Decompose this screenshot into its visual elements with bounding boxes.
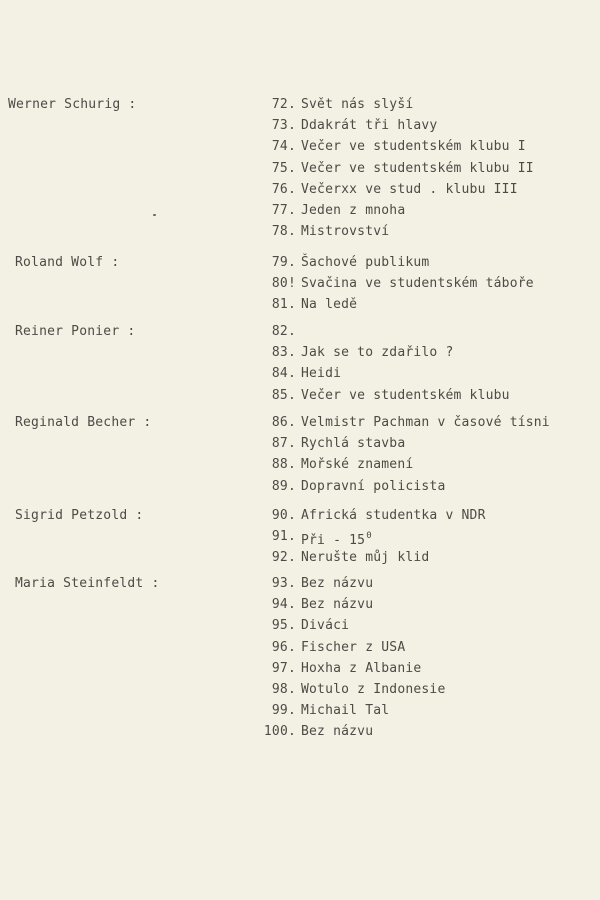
author-name: Maria Steinfeldt : — [15, 576, 160, 591]
item-title: Ddakrát tři hlavy — [301, 118, 438, 134]
list-item — [256, 252, 534, 273]
item-title: Na ledě — [301, 297, 358, 313]
list-item — [256, 637, 445, 658]
list-item — [256, 321, 510, 342]
list-item — [256, 294, 534, 315]
item-title: Bez názvu — [301, 724, 374, 740]
item-title: Jak se to zdařilo ? — [301, 345, 454, 361]
item-number: 97. — [271, 660, 296, 676]
item-number: 93. — [271, 576, 296, 591]
item-number: 75. — [271, 160, 296, 176]
item-number: 74. — [271, 139, 296, 155]
item-number: 94. — [271, 597, 296, 613]
item-title: Africká studentka v NDR — [301, 508, 486, 523]
work-list — [256, 252, 534, 316]
list-item — [256, 363, 510, 384]
item-title: Svačina ve studentském táboře — [301, 276, 534, 292]
item-title: Diváci — [301, 618, 350, 634]
list-item — [256, 505, 486, 526]
list-item — [256, 476, 550, 497]
item-number: 83. — [271, 345, 296, 361]
list-item — [256, 679, 445, 700]
item-title: Wotulo z Indonesie — [301, 681, 446, 697]
list-item — [256, 658, 445, 679]
item-number: 87. — [271, 436, 296, 452]
work-list — [256, 573, 445, 743]
item-number: 78. — [271, 224, 296, 240]
item-number: 85. — [271, 387, 296, 403]
item-title: Fischer z USA — [301, 639, 406, 655]
item-number: 98. — [271, 681, 296, 697]
item-number: 84. — [271, 366, 296, 382]
list-item — [256, 342, 510, 363]
item-title: Hoxha z Albanie — [301, 660, 422, 676]
item-title-text: Při - 15 — [301, 533, 366, 549]
item-number: 100. — [263, 724, 296, 740]
work-list — [256, 94, 534, 242]
work-list — [256, 505, 486, 569]
author-name: Reiner Ponier : — [15, 324, 136, 339]
list-item — [256, 615, 445, 636]
item-number: 77. — [271, 202, 296, 218]
author-name: Werner Schurig : — [8, 97, 137, 112]
list-item — [256, 573, 445, 594]
list-item — [256, 136, 534, 157]
item-title: Večer ve studentském klubu II — [301, 160, 534, 176]
list-item — [256, 179, 534, 200]
item-number: 99. — [271, 703, 296, 719]
item-title: Svět nás slyší — [301, 97, 414, 112]
item-number: 76. — [271, 181, 296, 197]
item-title: Jeden z mnoha — [301, 202, 406, 218]
item-number: 88. — [271, 457, 296, 473]
list-item — [256, 273, 534, 294]
item-title: Heidi — [301, 366, 342, 382]
work-list — [256, 412, 550, 497]
item-title: Mistrovství — [301, 224, 390, 240]
author-name: Roland Wolf : — [15, 255, 120, 270]
item-title: Velmistr Pachman v časové tísni — [301, 415, 550, 430]
item-number: 90. — [271, 508, 296, 523]
item-title — [301, 526, 372, 547]
item-title: Nerušte můj klid — [301, 550, 430, 566]
item-title: Šachové publikum — [301, 255, 430, 270]
item-title: Rychlá stavba — [301, 436, 406, 452]
list-item — [256, 700, 445, 721]
item-number: 79. — [271, 255, 296, 270]
list-item — [256, 526, 486, 547]
item-title: Mořské znamení — [301, 457, 414, 473]
list-item — [256, 721, 445, 742]
item-number: 80! — [271, 276, 296, 292]
list-item — [256, 433, 550, 454]
item-title: Bez názvu — [301, 597, 374, 613]
item-number: 91. — [271, 529, 296, 545]
item-title: Večer ve studentském klubu — [301, 387, 510, 403]
item-number: 73. — [271, 118, 296, 134]
list-item — [256, 115, 534, 136]
item-title-superscript: 0 — [366, 531, 372, 542]
author-name: Sigrid Petzold : — [15, 508, 144, 523]
item-title: Bez názvu — [301, 576, 374, 591]
item-number: 95. — [271, 618, 296, 634]
author-name: Reginald Becher : — [15, 415, 152, 430]
list-item — [256, 200, 534, 221]
work-list — [256, 321, 510, 406]
list-item — [256, 385, 510, 406]
item-number: 82. — [271, 324, 296, 339]
item-number: 92. — [271, 550, 296, 566]
list-item — [256, 94, 534, 115]
item-number: 72. — [271, 97, 296, 112]
list-item — [256, 594, 445, 615]
item-number: 81. — [271, 297, 296, 313]
stray-ink-mark — [153, 214, 156, 216]
list-item — [256, 454, 550, 475]
item-title: Večer ve studentském klubu I — [301, 139, 526, 155]
list-item — [256, 221, 534, 242]
list-item — [256, 547, 486, 568]
item-number: 96. — [271, 639, 296, 655]
item-title: Večerxx ve stud . klubu III — [301, 181, 518, 197]
item-number: 86. — [271, 415, 296, 430]
item-title: Dopravní policista — [301, 478, 446, 494]
list-item — [256, 158, 534, 179]
item-number: 89. — [271, 478, 296, 494]
item-title: Michail Tal — [301, 703, 390, 719]
list-item — [256, 412, 550, 433]
